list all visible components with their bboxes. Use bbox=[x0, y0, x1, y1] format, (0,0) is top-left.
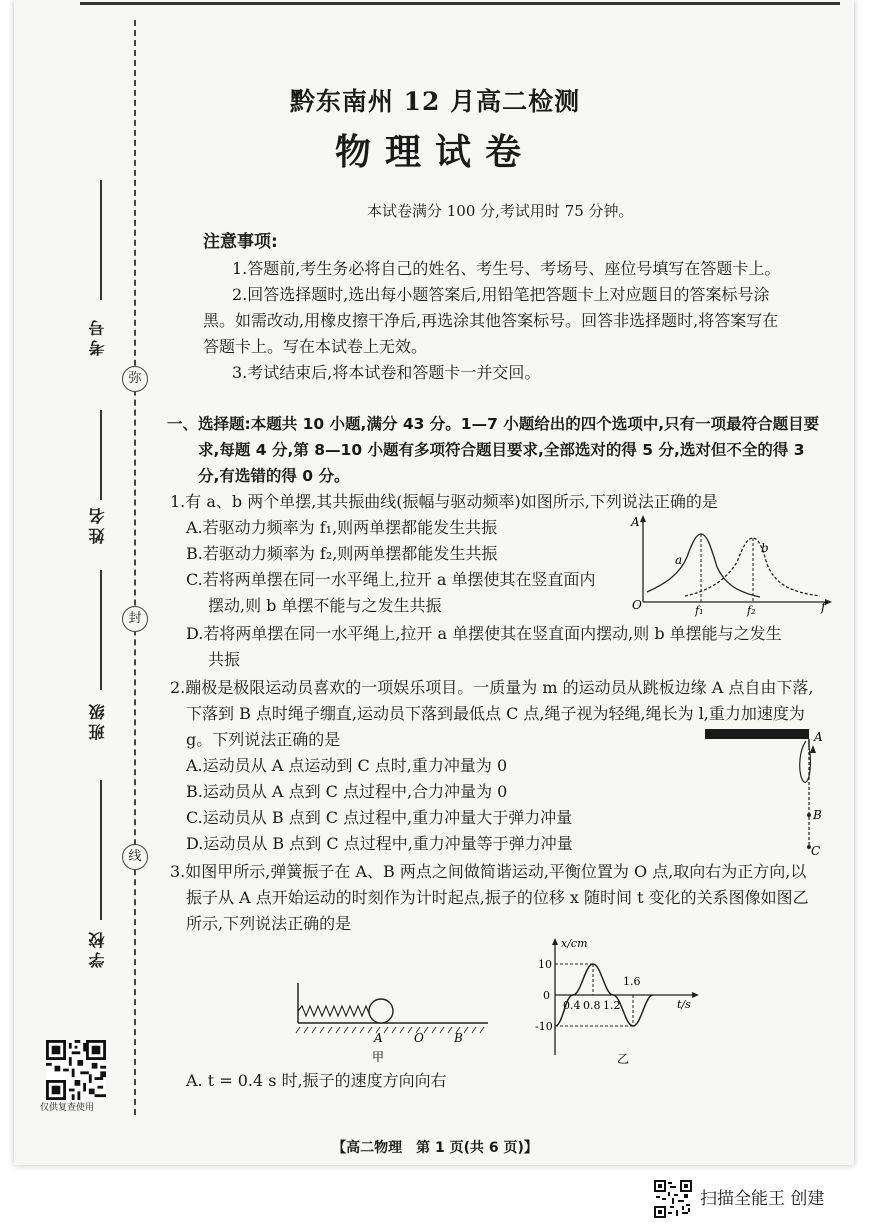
q1-option-a: A.若驱动力频率为 f₁,则两单摆都能发生共振 bbox=[186, 518, 498, 537]
note-1: 1.答题前,考生务必将自己的姓名、考生号、考场号、座位号填写在答题卡上。 bbox=[232, 259, 781, 278]
q2-bungee-figure bbox=[700, 727, 830, 857]
exam-number-blank bbox=[100, 180, 102, 300]
q1-option-b: B.若驱动力频率为 f₂,则两单摆都能发生共振 bbox=[186, 544, 498, 563]
q3-yi-ylabel: x/cm bbox=[561, 937, 588, 950]
exam-meta: 本试卷满分 100 分,考试用时 75 分钟。 bbox=[367, 202, 634, 220]
section-line-2: 求,每题 4 分,第 8—10 小题有多项符合题目要求,全部选对的得 5 分,选对但不全的得 3 bbox=[198, 441, 805, 459]
q1-option-d-1: D.若将两单摆在同一水平绳上,拉开 a 单摆使其在竖直面内摆动,则 b 单摆能与之发生 bbox=[186, 624, 782, 643]
class-blank bbox=[100, 570, 102, 690]
exam-subtitle-heading: 黔东南州 12 月高二检测 bbox=[289, 87, 581, 116]
note-2b: 黑。如需改动,用橡皮擦干净后,再选涂其他答案标号。回答非选择题时,将答案写在 bbox=[203, 311, 779, 330]
seal-char-3: 线 bbox=[122, 844, 148, 870]
q3-jia-b: B bbox=[454, 1031, 463, 1045]
q3-option-a: A. t = 0.4 s 时,振子的速度方向向右 bbox=[186, 1071, 447, 1090]
q3-jia-a: A bbox=[374, 1031, 383, 1045]
top-border bbox=[80, 2, 840, 5]
note-3: 3.考试结束后,将本试卷和答题卡一并交回。 bbox=[232, 363, 541, 382]
q2-line-2: 下落到 B 点时绳子绷直,运动员下落到最低点 C 点,绳子视为轻绳,绳长为 l,重力加速度为 bbox=[186, 704, 805, 723]
q1-fig-origin: O bbox=[632, 598, 642, 612]
q2-fig-b: B bbox=[813, 808, 822, 822]
notes-heading: 注意事项: bbox=[203, 232, 278, 252]
q1-fig-curve-b: b bbox=[761, 541, 769, 555]
q2-line-3: g。下列说法正确的是 bbox=[186, 730, 341, 749]
q1-fig-tick-f2: f₂ bbox=[747, 604, 756, 617]
seal-char-2: 封 bbox=[122, 606, 148, 632]
q1-resonance-figure bbox=[625, 512, 835, 617]
q1-option-c-2: 摆动,则 b 单摆不能与之发生共振 bbox=[208, 596, 442, 615]
q2-option-c: C.运动员从 B 点到 C 点过程中,重力冲量大于弹力冲量 bbox=[186, 808, 573, 827]
note-2a: 2.回答选择题时,选出每小题答案后,用铅笔把答题卡上对应题目的答案标号涂 bbox=[232, 285, 770, 304]
q3-yi-t3: 1.2 bbox=[603, 999, 621, 1012]
q3-line-3: 所示,下列说法正确的是 bbox=[186, 914, 352, 933]
qr-caption: 仅供复查使用 bbox=[40, 1103, 95, 1113]
q3-displacement-graph bbox=[525, 935, 705, 1070]
exam-number-label: 考号 bbox=[88, 316, 107, 356]
seal-dashed-line bbox=[134, 20, 136, 1115]
class-label: 班级 bbox=[88, 700, 107, 740]
qr-code bbox=[46, 1040, 106, 1100]
section-line-1: 一、选择题:本题共 10 小题,满分 43 分。1—7 小题给出的四个选项中,只有一项最符合题目要 bbox=[167, 415, 820, 433]
note-2c: 答题卡上。写在本试卷上无效。 bbox=[203, 337, 428, 356]
scanner-watermark-text: 扫描全能王 创建 bbox=[700, 1189, 825, 1209]
q3-spring-figure bbox=[290, 975, 495, 1065]
q3-yi-yneg10: -10 bbox=[535, 1020, 553, 1033]
q3-jia-o: O bbox=[414, 1031, 424, 1045]
q1-option-d-2: 共振 bbox=[208, 650, 241, 669]
q3-yi-y10: 10 bbox=[538, 958, 552, 971]
q3-yi-xlabel: t/s bbox=[677, 998, 691, 1011]
school-label: 学校 bbox=[88, 928, 107, 968]
q2-option-d: D.运动员从 B 点到 C 点过程中,重力冲量等于弹力冲量 bbox=[186, 834, 573, 853]
q1-fig-xaxis: f bbox=[821, 600, 826, 614]
q1-fig-curve-a: a bbox=[675, 553, 683, 567]
q3-yi-caption: 乙 bbox=[617, 1052, 630, 1066]
q3-jia-caption: 甲 bbox=[372, 1050, 385, 1064]
q2-fig-c: C bbox=[811, 844, 821, 857]
scanner-qr-icon bbox=[654, 1180, 692, 1218]
q3-yi-t2: 0.8 bbox=[583, 999, 601, 1012]
seal-char-1: 弥 bbox=[122, 366, 148, 392]
q2-option-b: B.运动员从 A 点到 C 点过程中,合力冲量为 0 bbox=[186, 782, 508, 801]
q3-yi-y0: 0 bbox=[543, 989, 550, 1002]
q1-fig-tick-f1: f₁ bbox=[695, 604, 704, 617]
q3-yi-t1: 0.4 bbox=[563, 999, 581, 1012]
exam-title: 物理试卷 bbox=[334, 132, 535, 173]
q3-line-1: 3.如图甲所示,弹簧振子在 A、B 两点之间做简谐运动,平衡位置为 O 点,取向右为正方向,以 bbox=[170, 862, 807, 881]
q2-fig-a: A bbox=[814, 730, 823, 744]
q1-option-c-1: C.若将两单摆在同一水平绳上,拉开 a 单摆使其在竖直面内 bbox=[186, 570, 596, 589]
q3-line-2: 振子从 A 点开始运动的时刻作为计时起点,振子的位移 x 随时间 t 变化的关系图像如图乙 bbox=[186, 888, 809, 907]
q1-fig-yaxis: A bbox=[631, 515, 640, 529]
q2-option-a: A.运动员从 A 点运动到 C 点时,重力冲量为 0 bbox=[186, 756, 508, 775]
school-blank bbox=[100, 780, 102, 920]
q1-stem: 1.有 a、b 两个单摆,其共振曲线(振幅与驱动频率)如图所示,下列说法正确的是 bbox=[170, 492, 718, 511]
name-blank bbox=[100, 410, 102, 500]
page-footer: 【高二物理 第 1 页(共 6 页)】 bbox=[332, 1140, 538, 1156]
q3-yi-t4: 1.6 bbox=[623, 975, 641, 988]
name-label: 姓名 bbox=[88, 504, 107, 544]
q2-line-1: 2.蹦极是极限运动员喜欢的一项娱乐项目。一质量为 m 的运动员从跳板边缘 A 点自由下落, bbox=[170, 678, 814, 697]
section-line-3: 分,有选错的得 0 分。 bbox=[198, 467, 350, 485]
